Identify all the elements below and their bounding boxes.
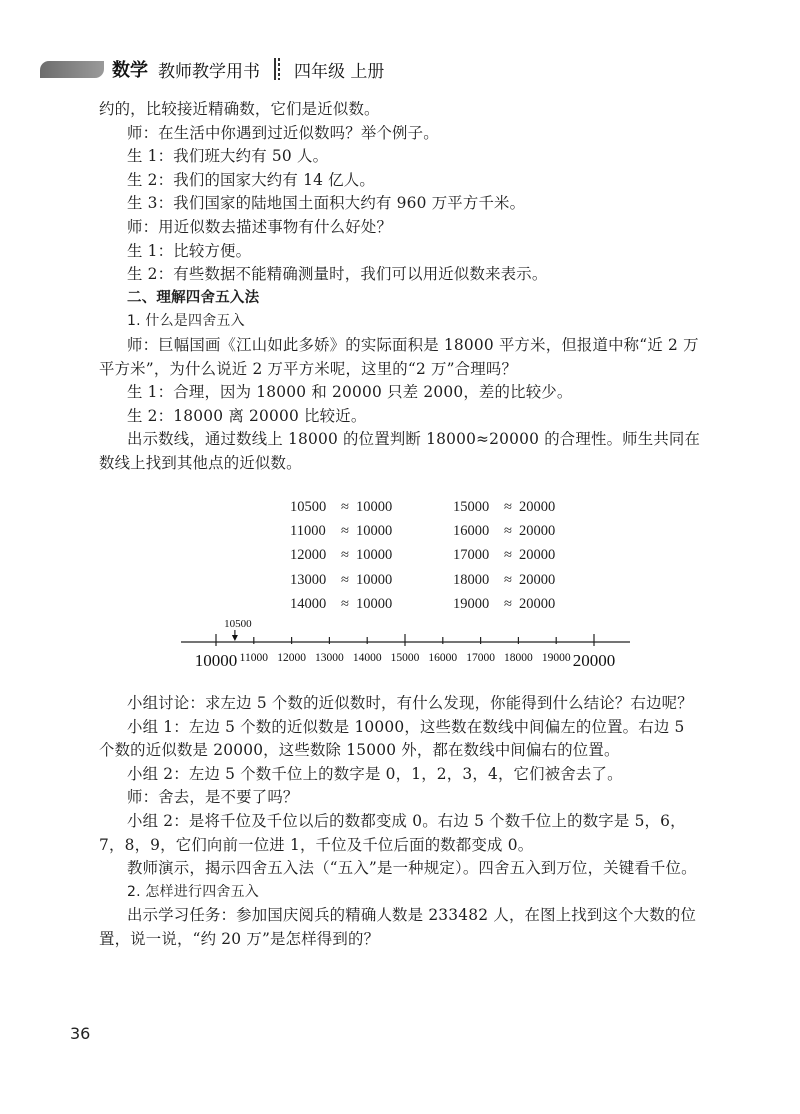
approx-symbol: ≈ (341, 571, 349, 588)
marker-arrowhead (232, 635, 238, 641)
approx-symbol: ≈ (341, 547, 349, 564)
paragraph: 生 3：我们国家的陆地国土面积大约有 960 万平方千米。 (127, 194, 526, 213)
exact-number: 16000 (453, 523, 490, 540)
approximation-column-left (290, 495, 392, 616)
header-book-title: 教师教学用书 (158, 61, 260, 82)
approx-symbol: ≈ (504, 499, 512, 515)
approx-symbol: ≈ (504, 547, 512, 564)
approx-symbol: ≈ (504, 523, 512, 540)
exact-number: 17000 (453, 547, 490, 564)
paragraph: 生 2：我们的国家大约有 14 亿人。 (127, 170, 375, 189)
paragraph: 出示数线，通过数线上 18000 的位置判断 18000≈20000 的合理性。师生共同在数线上找到其他点的近似数。 (99, 430, 701, 472)
exact-number: 11000 (290, 523, 326, 540)
paragraph: 小组 2：左边 5 个数千位上的数字是 0，1，2，3，4，它们被舍去了。 (127, 764, 623, 783)
approximation-column-right (453, 495, 555, 616)
approximation-row (453, 592, 555, 616)
number-line-tick-label: 14000 (352, 652, 382, 664)
approximation-row (290, 519, 392, 543)
exact-number: 14000 (290, 595, 327, 612)
approximate-number: 10000 (356, 499, 393, 515)
exact-number: 13000 (290, 571, 327, 588)
paragraph: 教师演示，揭示四舍五入法（“五入”是一种规定）。四舍五入到万位，关键看千位。 (127, 859, 697, 878)
paragraph: 小组讨论：求左边 5 个数的近似数时，有什么发现，你能得到什么结论？右边呢？ (127, 694, 693, 712)
running-header (112, 56, 384, 82)
body-text-lower (99, 692, 703, 952)
paragraph: 小组 2：是将千位及千位以后的数都变成 0。右边 5 个数千位上的数字是 5，6，7，8，9，它们向前一位进 1，千位及千位后面的数都变成 0。 (99, 811, 686, 854)
subsection-heading: 2. 怎样进行四舍五入 (127, 883, 260, 900)
paragraph: 师：巨幅国画《江山如此多娇》的实际面积是 18000 平方米，但报道中称“近 2 万平方米”，为什么说近 2 万平方米呢，这里的“2 万”合理吗？ (99, 335, 699, 378)
number-line-tick-label: 11000 (239, 652, 268, 664)
approximation-row (290, 592, 392, 616)
approximate-number: 20000 (519, 499, 556, 515)
number-line-tick-label: 18000 (504, 652, 533, 664)
approx-symbol: ≈ (341, 595, 349, 612)
approx-symbol: ≈ (341, 523, 349, 540)
approximation-row (453, 568, 555, 592)
subsection-heading: 1. 什么是四舍五入 (127, 313, 245, 330)
approx-symbol: ≈ (341, 499, 349, 515)
exact-number: 18000 (453, 571, 490, 588)
number-line-labels (195, 651, 616, 670)
approximation-row (453, 543, 555, 567)
paragraph: 师：舍去，是不要了吗？ (127, 788, 299, 807)
header-grade: 四年级 上册 (294, 61, 385, 82)
paragraph: 师：用近似数去描述事物有什么好处？ (127, 217, 393, 236)
paragraph: 出示学习任务：参加国庆阅兵的精确人数是 233482 人，在图上找到这个大数的位置，说一说，“约 20 万”是怎样得到的？ (99, 906, 697, 948)
approx-symbol: ≈ (504, 595, 512, 612)
header-divider (272, 58, 282, 80)
approximation-row (290, 495, 392, 519)
exact-number: 15000 (453, 499, 490, 515)
body-text-upper (99, 98, 703, 476)
paragraph: 约的，比较接近精确数，它们是近似数。 (99, 100, 380, 118)
number-line-tick-label: 19000 (541, 652, 571, 664)
approx-symbol: ≈ (504, 571, 512, 588)
paragraph: 小组 1：左边 5 个数的近似数是 10000，这些数在数线中间偏左的位置。右边 5 个数的近似数是 20000，这些数除 15000 外，都在数线中间偏右的位置。 (99, 717, 685, 760)
number-line-tick-label: 12000 (277, 652, 306, 664)
number-line-tick-label: 17000 (466, 652, 495, 664)
number-line-ticks (216, 634, 594, 646)
approximate-number: 20000 (519, 547, 556, 564)
number-line-tick-label: 16000 (428, 652, 458, 664)
number-line-tick-label: 15000 (390, 652, 420, 664)
exact-number: 19000 (453, 595, 490, 612)
paragraph: 生 1：我们班大约有 50 人。 (127, 147, 329, 166)
number-line-start-label: 10000 (194, 651, 238, 670)
approximate-number: 20000 (519, 523, 556, 540)
number-line-end-label: 20000 (572, 651, 616, 670)
approximation-row (290, 543, 392, 567)
approximation-row (453, 495, 555, 519)
approximation-row (453, 519, 555, 543)
header-subject: 数学 (112, 60, 148, 81)
paragraph: 生 1：合理，因为 18000 和 20000 只差 2000，差的比较少。 (127, 383, 573, 402)
marker-label: 10500 (224, 618, 252, 630)
approximate-number: 20000 (519, 571, 556, 588)
exact-number: 10500 (290, 499, 327, 515)
approximation-row (290, 568, 392, 592)
paragraph: 师：在生活中你遇到过近似数吗？举个例子。 (127, 123, 439, 142)
paragraph: 生 2：有些数据不能精确测量时，我们可以用近似数来表示。 (127, 265, 548, 284)
section-heading: 二、理解四舍五入法 (127, 289, 260, 306)
page-number: 36 (70, 1024, 91, 1043)
approximate-number: 10000 (356, 547, 393, 564)
paragraph: 生 2：18000 离 20000 比较近。 (127, 406, 367, 425)
number-line-tick-label: 13000 (315, 652, 344, 664)
paragraph: 生 1：比较方便。 (127, 241, 252, 260)
exact-number: 12000 (290, 547, 327, 564)
approximate-number: 10000 (356, 571, 393, 588)
approximate-number: 10000 (356, 523, 393, 540)
header-decoration-bar (40, 61, 104, 78)
approximate-number: 10000 (356, 595, 393, 612)
approximate-number: 20000 (519, 595, 556, 612)
